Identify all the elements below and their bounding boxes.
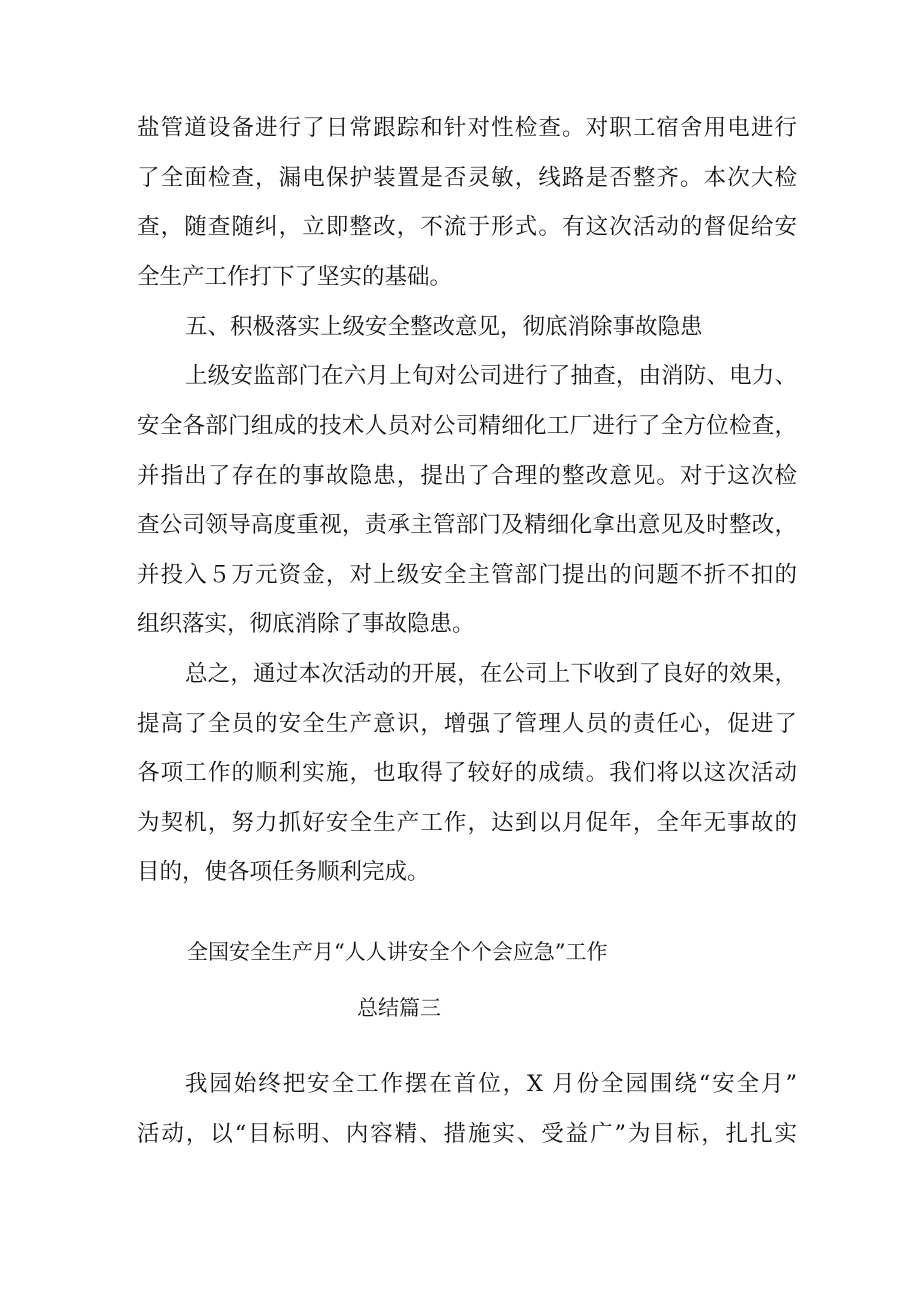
paragraph-line: 目的，使各项任务顺利完成。 — [137, 859, 430, 885]
section-heading: 五、积极落实上级安全整改意见，彻底消除事故隐患 — [185, 314, 703, 340]
article-title-line1: 全国安全生产月“人人讲安全个个会应急”工作 — [187, 940, 608, 964]
paragraph-line: 提高了全员的安全生产意识，增强了管理人员的责任心，促进了 — [137, 711, 797, 737]
paragraph-line: 并投入５万元资金，对上级安全主管部门提出的问题不折不扣的 — [137, 562, 797, 588]
paragraph-line: 查公司领导高度重视，责承主管部门及精细化拿出意见及时整改， — [137, 512, 797, 538]
paragraph-line: 安全各部门组成的技术人员对公司精细化工厂进行了全方位检查， — [137, 413, 797, 439]
paragraph-line: 为契机，努力抓好安全生产工作，达到以月促年，全年无事故的 — [137, 810, 797, 836]
paragraph-line: 总之，通过本次活动的开展，在公司上下收到了良好的效果， — [185, 661, 797, 687]
paragraph-line: 查，随查随纠，立即整改，不流于形式。有这次活动的督促给安 — [137, 214, 797, 240]
paragraph-line: 了全面检查，漏电保护装置是否灵敏，线路是否整齐。本次大检 — [137, 165, 797, 191]
paragraph-line: 组织落实，彻底消除了事故隐患。 — [137, 611, 475, 637]
paragraph-line: 我园始终把安全工作摆在首位，X 月份全园围绕“安全月” — [185, 1071, 797, 1097]
paragraph-line: 上级安监部门在六月上旬对公司进行了抽查，由消防、电力、 — [185, 363, 797, 389]
paragraph-line: 盐管道设备进行了日常跟踪和针对性检查。对职工宿舍用电进行 — [137, 115, 797, 141]
paragraph-line: 各项工作的顺利实施，也取得了较好的成绩。我们将以这次活动 — [137, 760, 797, 786]
paragraph-line: 并指出了存在的事故隐患，提出了合理的整改意见。对于这次检 — [137, 463, 797, 489]
article-title-line2: 总结篇三 — [357, 996, 441, 1020]
paragraph-line: 全生产工作打下了坚实的基础。 — [137, 264, 453, 290]
paragraph-line: 活动，以“目标明、内容精、措施实、受益广”为目标，扎扎实 — [137, 1121, 797, 1147]
